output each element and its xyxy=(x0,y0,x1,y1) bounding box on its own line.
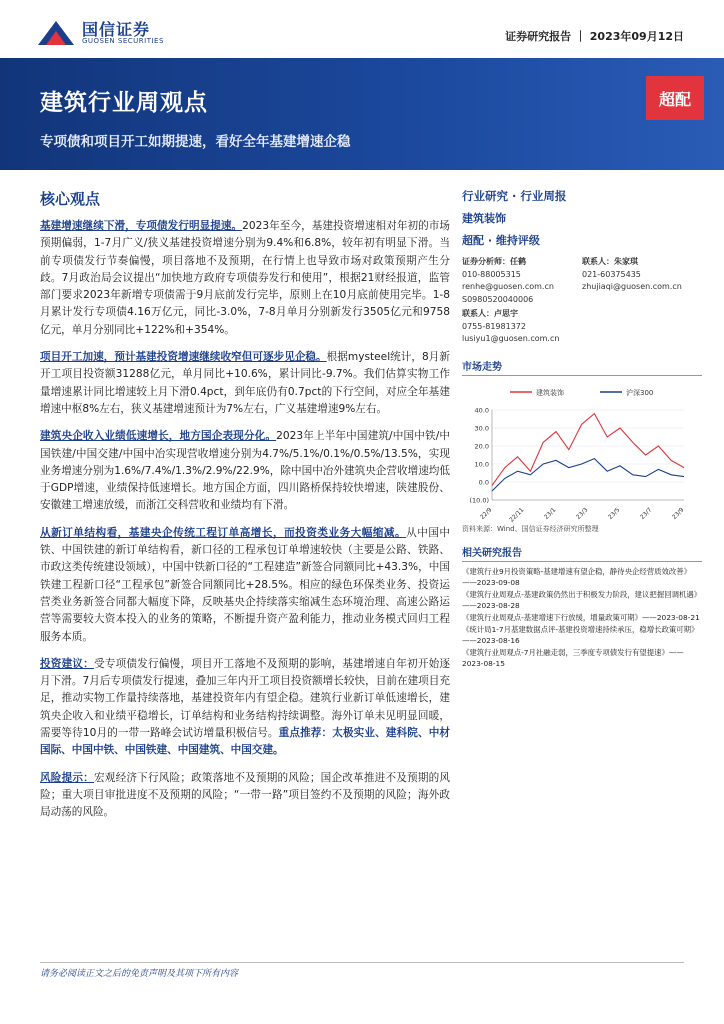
x-tick-label: 22/11 xyxy=(508,506,526,522)
paragraph-text: 受专项债发行偏慢，项目开工落地不及预期的影响，基建增速自年初开始逐月下滑。7月后专项债发行提速，叠加三年内开工项目投资额增长较快，目前在建项目充足，推动实物工作量持续落地，基建投资年内有望企稳。建筑行业新订单低速增长，建筑央企收入和业绩平稳增长，订单结构和业务结构持续调整。海外订单未见明显回暖，需要等待10月的一带一路峰会试访增量积极信号。 xyxy=(40,657,451,740)
related-report-item[interactable]: 《建筑行业周观点-7月社融走弱，三季度专项债发行有望提速》——2023-08-15 xyxy=(462,648,684,668)
market-trend-chart xyxy=(462,382,692,522)
market-trend-heading: 市场走势 xyxy=(462,358,702,376)
contacts-block xyxy=(462,256,702,348)
paragraph-lead: 从新订单结构看，基建央企传统工程订单高增长，而投资类业务大幅缩减。 xyxy=(40,526,407,539)
y-tick-label: 30.0 xyxy=(474,424,489,433)
related-report-item[interactable]: 《统计局1-7月基建数据点评-基建投资增速持续承压，稳增长政策可期》——2023-08-16 xyxy=(462,625,699,645)
report-subtitle: 专项债和项目开工如期提速，看好全年基建增速企稳 xyxy=(40,134,351,150)
paragraph-lead: 风险提示： xyxy=(40,771,94,784)
related-report-item[interactable]: 《建筑行业周观点-基建增速下行放缓，增量政策可期》——2023-08-21 xyxy=(462,613,700,622)
paragraph-risks xyxy=(40,770,450,822)
industry-tag: 行业研究 · 行业周报 xyxy=(462,189,567,203)
logo-english: GUOSEN SECURITIES xyxy=(82,37,164,45)
paragraph-text: 2023年上半年中国建筑/中国中铁/中国铁建/中国交建/中国中冶实现营收增速分别为4.7%/5.1%/0.1%/0.5%/13.5%，实现业务增速分别为1.6%/7.4%/1.3%/2.9%/22.9%，除中国中冶外建筑央企营收增速均低于GDP增速，业绩保持低速增长。地方国企方面，四川路桥保持较快增速，陕建股份、安徽建工增速放缓，而浙江交科营收和业绩均有下滑。 xyxy=(40,430,450,512)
analyst-phone: 010-88005315 xyxy=(462,269,521,279)
contact1-email[interactable]: zhujiaqi@guosen.com.cn xyxy=(582,282,682,291)
contact1-phone: 021-60375435 xyxy=(582,269,641,279)
y-tick-label: 20.0 xyxy=(474,442,489,451)
paragraph-text: 宏观经济下行风险；政策落地不及预期的风险；国企改革推进不及预期的风险；重大项目审批进度不及预期的风险；“一带一路”项目签约不及预期的风险；海外政局动荡的风险。 xyxy=(40,771,451,819)
related-report-item[interactable]: 《建筑行业周观点-基建政策仍然出于积极发力阶段，建议把握回调机遇》——2023-08-28 xyxy=(462,590,702,610)
analyst-cert: S0980520040006 xyxy=(462,294,534,304)
top-bar xyxy=(0,0,724,58)
sector-tag: 建筑装饰 xyxy=(462,212,506,225)
paragraph-projects xyxy=(40,349,450,418)
contact2-email[interactable]: lusiyu1@guosen.com.cn xyxy=(462,334,560,343)
contact-person-2 xyxy=(462,308,578,346)
contact1-name: 联系人：朱家琪 xyxy=(582,257,638,266)
main-column xyxy=(40,188,450,832)
report-info: 证券研究报告 ｜ 2023年09月12日 xyxy=(505,30,684,43)
paragraph-lead: 投资建议： xyxy=(40,657,94,670)
related-report-item[interactable]: 《建筑行业9月投资策略-基建增速有望企稳，静待央企经营质效改善》——2023-09-08 xyxy=(462,567,692,587)
paragraph-soe-performance xyxy=(40,428,450,514)
paragraph-text: 根据mysteel统计，8月新开工项目投资额31288亿元，单月同比+10.6%，累计同比-9.7%。我们估算实物工作量增速累计同比增速较上月下滑0.4pct，到年底仍有0.7pct的下行空间，对应全年基建增速中枢8%左右，狭义基建增速预计为7%左右，广义基建增速9%左右。 xyxy=(40,351,450,415)
paragraph-investment-advice xyxy=(40,656,450,760)
x-tick-label: 23/1 xyxy=(542,506,558,521)
rating-tag: 超配 · 维持评级 xyxy=(462,234,540,247)
paragraph-infrastructure xyxy=(40,218,450,339)
x-tick-label: 23/3 xyxy=(574,506,590,521)
series-line xyxy=(492,414,684,486)
rating-badge: 超配 xyxy=(646,76,704,120)
company-logo xyxy=(36,17,186,51)
y-tick-label: 40.0 xyxy=(474,406,489,415)
paragraph-orders xyxy=(40,525,450,646)
recommendations: 重点推荐：太极实业、建科院、中材国际、中国中铁、中国铁建、中国建筑、中国交建。 xyxy=(40,727,450,757)
paragraph-lead: 基建增速继续下滑，专项债发行明显提速。 xyxy=(40,220,243,232)
title-banner xyxy=(0,58,724,170)
x-tick-label: 23/7 xyxy=(638,506,654,521)
side-column xyxy=(462,188,702,670)
contact-person-1 xyxy=(582,256,702,294)
y-tick-label: 10.0 xyxy=(474,460,489,469)
chart-source: 资料来源：Wind、国信证券经济研究所整理 xyxy=(462,525,599,533)
core-view-heading: 核心观点 xyxy=(40,190,101,208)
footer-divider xyxy=(40,962,684,963)
related-reports-list xyxy=(462,566,702,669)
x-tick-label: 22/9 xyxy=(478,506,494,521)
legend-label: 沪深300 xyxy=(626,389,654,397)
trend-chart-svg xyxy=(462,382,692,522)
contact2-name: 联系人：卢思宇 xyxy=(462,309,518,318)
related-reports-heading: 相关研究报告 xyxy=(462,544,702,562)
x-tick-label: 23/5 xyxy=(606,506,622,521)
paragraph-text: 2023年至今，基建投资增速相对年初的市场预期偏弱，1-7月广义/狭义基建投资增速分别为9.4%和6.8%，较年初有明显下滑。当前专项债发行节奏偏慢，项目落地不及预期，在行情上也导致市场对政策预期产生分歧。7月政治局会议提出“加快地方政府专项债券发行和使用”，根据21财经报道，监管部门要求2023年新增专项债需于9月底前发行完毕，原则上在10月底前使用完毕。1-8月累计发行专项债4.16万亿元，同比-3.0%，7-8月单月分别新发行3505亿元和9758亿元，单月分别同比+122%和+354%。 xyxy=(40,220,450,336)
paragraph-lead: 建筑央企收入业绩低速增长，地方国企表现分化。 xyxy=(40,430,277,443)
x-tick-label: 23/9 xyxy=(670,506,686,521)
paragraph-text: 从中国中铁、中国铁建的新订单结构看，新口径的工程承包订单增速较快（主要是公路、铁路、市政这类传统建设领域），中国中铁新口径的“工程建造”新签合同额同比+43.3%，中国铁建工程新口径“工程承包”新签合同额同比+28.5%。相应的绿色环保类业务、投资运营类业务新签合同都大幅度下降，反映基央企持续落实缩减生态环境治理、高速公路运营等需要较大资本投入的业务的策略，不断提升资产盈利能力，推动业务模式回归工程服务本质。 xyxy=(40,526,451,643)
contact2-phone: 0755-81981372 xyxy=(462,321,526,331)
y-tick-label: 0.0 xyxy=(478,478,489,487)
series-line xyxy=(492,459,684,491)
paragraph-lead: 项目开工加速，预计基建投资增速继续收窄但可逐步见企稳。 xyxy=(40,351,327,364)
analyst-email[interactable]: renhe@guosen.com.cn xyxy=(462,282,554,291)
logo-mark-icon xyxy=(36,17,76,49)
legend-label: 建筑装饰 xyxy=(536,389,564,397)
report-title: 建筑行业周观点 xyxy=(40,90,208,116)
analyst-name: 证券分析师：任鹤 xyxy=(462,257,526,266)
disclaimer-text: 请务必阅读正文之后的免责声明及其项下所有内容 xyxy=(40,969,239,979)
analyst-contact xyxy=(462,256,578,306)
logo-chinese: 国信证券 xyxy=(82,20,151,39)
y-tick-label: (10.0) xyxy=(469,496,489,505)
